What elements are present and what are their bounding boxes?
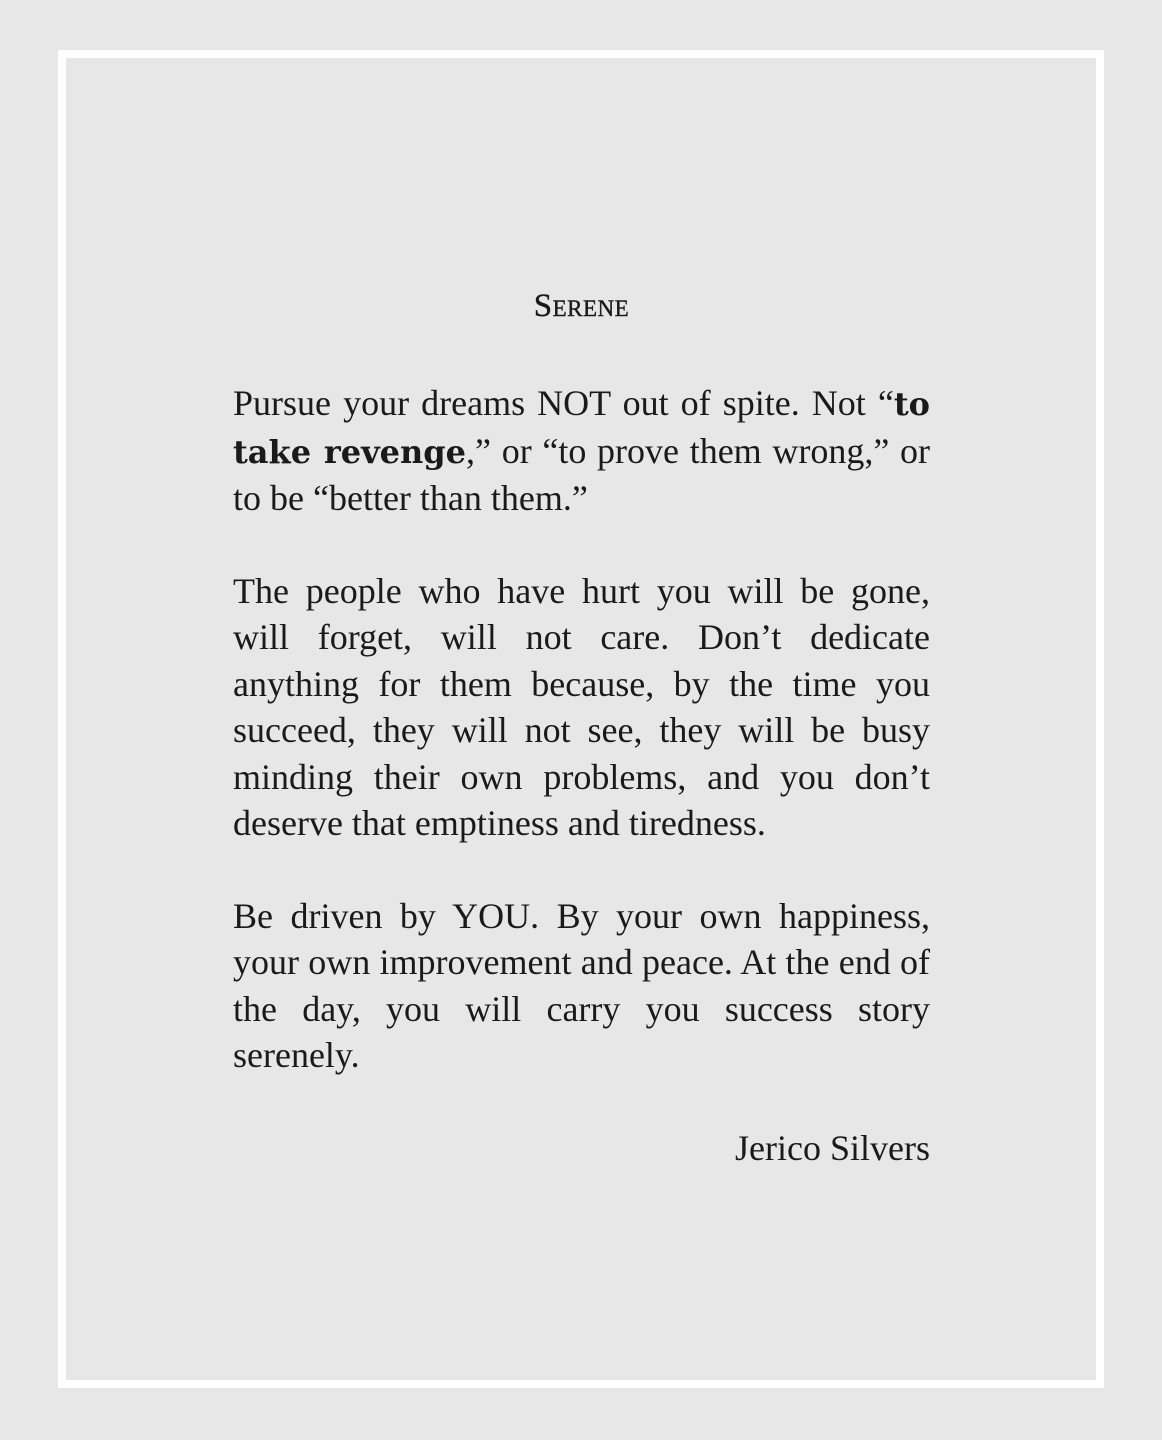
paragraph-1-text-end: ,” or “to prove them wrong,” or to be “better than them.” — [233, 430, 930, 518]
paragraph-1-text-start: Pursue your dreams NOT out of spite. Not “ — [233, 383, 894, 423]
author-signature: Jerico Silvers — [735, 1127, 930, 1168]
poem-title: Serene — [533, 288, 630, 324]
poem-paragraph-2: The people who have hurt you will be gone, will forget, will not care. Don’t dedicate anything for them because, by the time you succeed, they will not see, they will be busy minding their own problems, and you don’t deserve that emptiness and tiredness. — [233, 570, 930, 843]
poem-paragraph-1 — [233, 380, 930, 522]
paragraph-1-bold-phrase: to take revenge — [233, 385, 930, 471]
poem-paragraph-3: Be driven by YOU. By your own happiness, your own improvement and peace. At the end of the day, you will carry you success story serenely. — [233, 895, 930, 1075]
poem-card — [233, 280, 930, 1171]
